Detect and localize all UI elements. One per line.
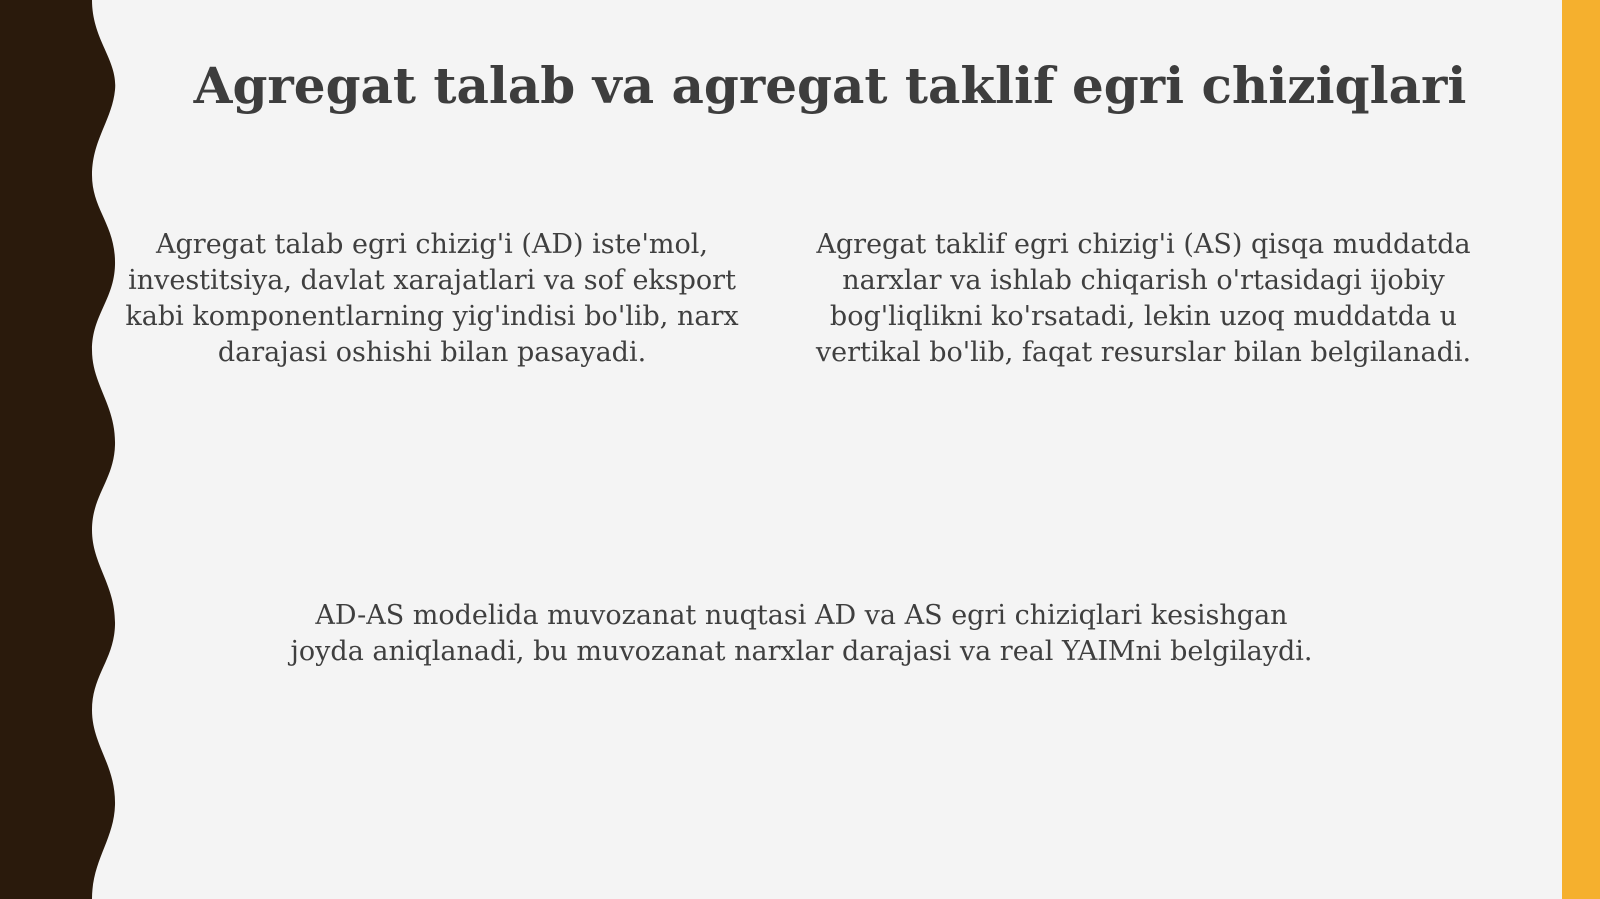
paragraph-aggregate-demand: Agregat talab egri chizig'i (AD) iste'mol, investitsiya, davlat xarajatlari va sof eksport kabi komponentlarning yig'indisi bo'lib, narx darajasi oshishi bilan pasayadi. <box>125 229 739 368</box>
slide-title: Agregat talab va agregat taklif egri chiziqlari <box>193 56 1467 115</box>
left-decorative-wave <box>0 0 140 899</box>
paragraph-equilibrium: AD-AS modelida muvozanat nuqtasi AD va AS egri chiziqlari kesishgan joyda aniqlanadi, bu muvozanat narxlar darajasi va real YAIMni belgilaydi. <box>290 600 1313 667</box>
paragraph-aggregate-supply: Agregat taklif egri chizig'i (AS) qisqa muddatda narxlar va ishlab chiqarish o'rtasidagi ijobiy bog'liqlikni ko'rsatadi, lekin uzoq muddatda u vertikal bo'lib, faqat resurslar bilan belgilanadi. <box>815 229 1472 368</box>
right-accent-bar <box>1562 0 1600 899</box>
